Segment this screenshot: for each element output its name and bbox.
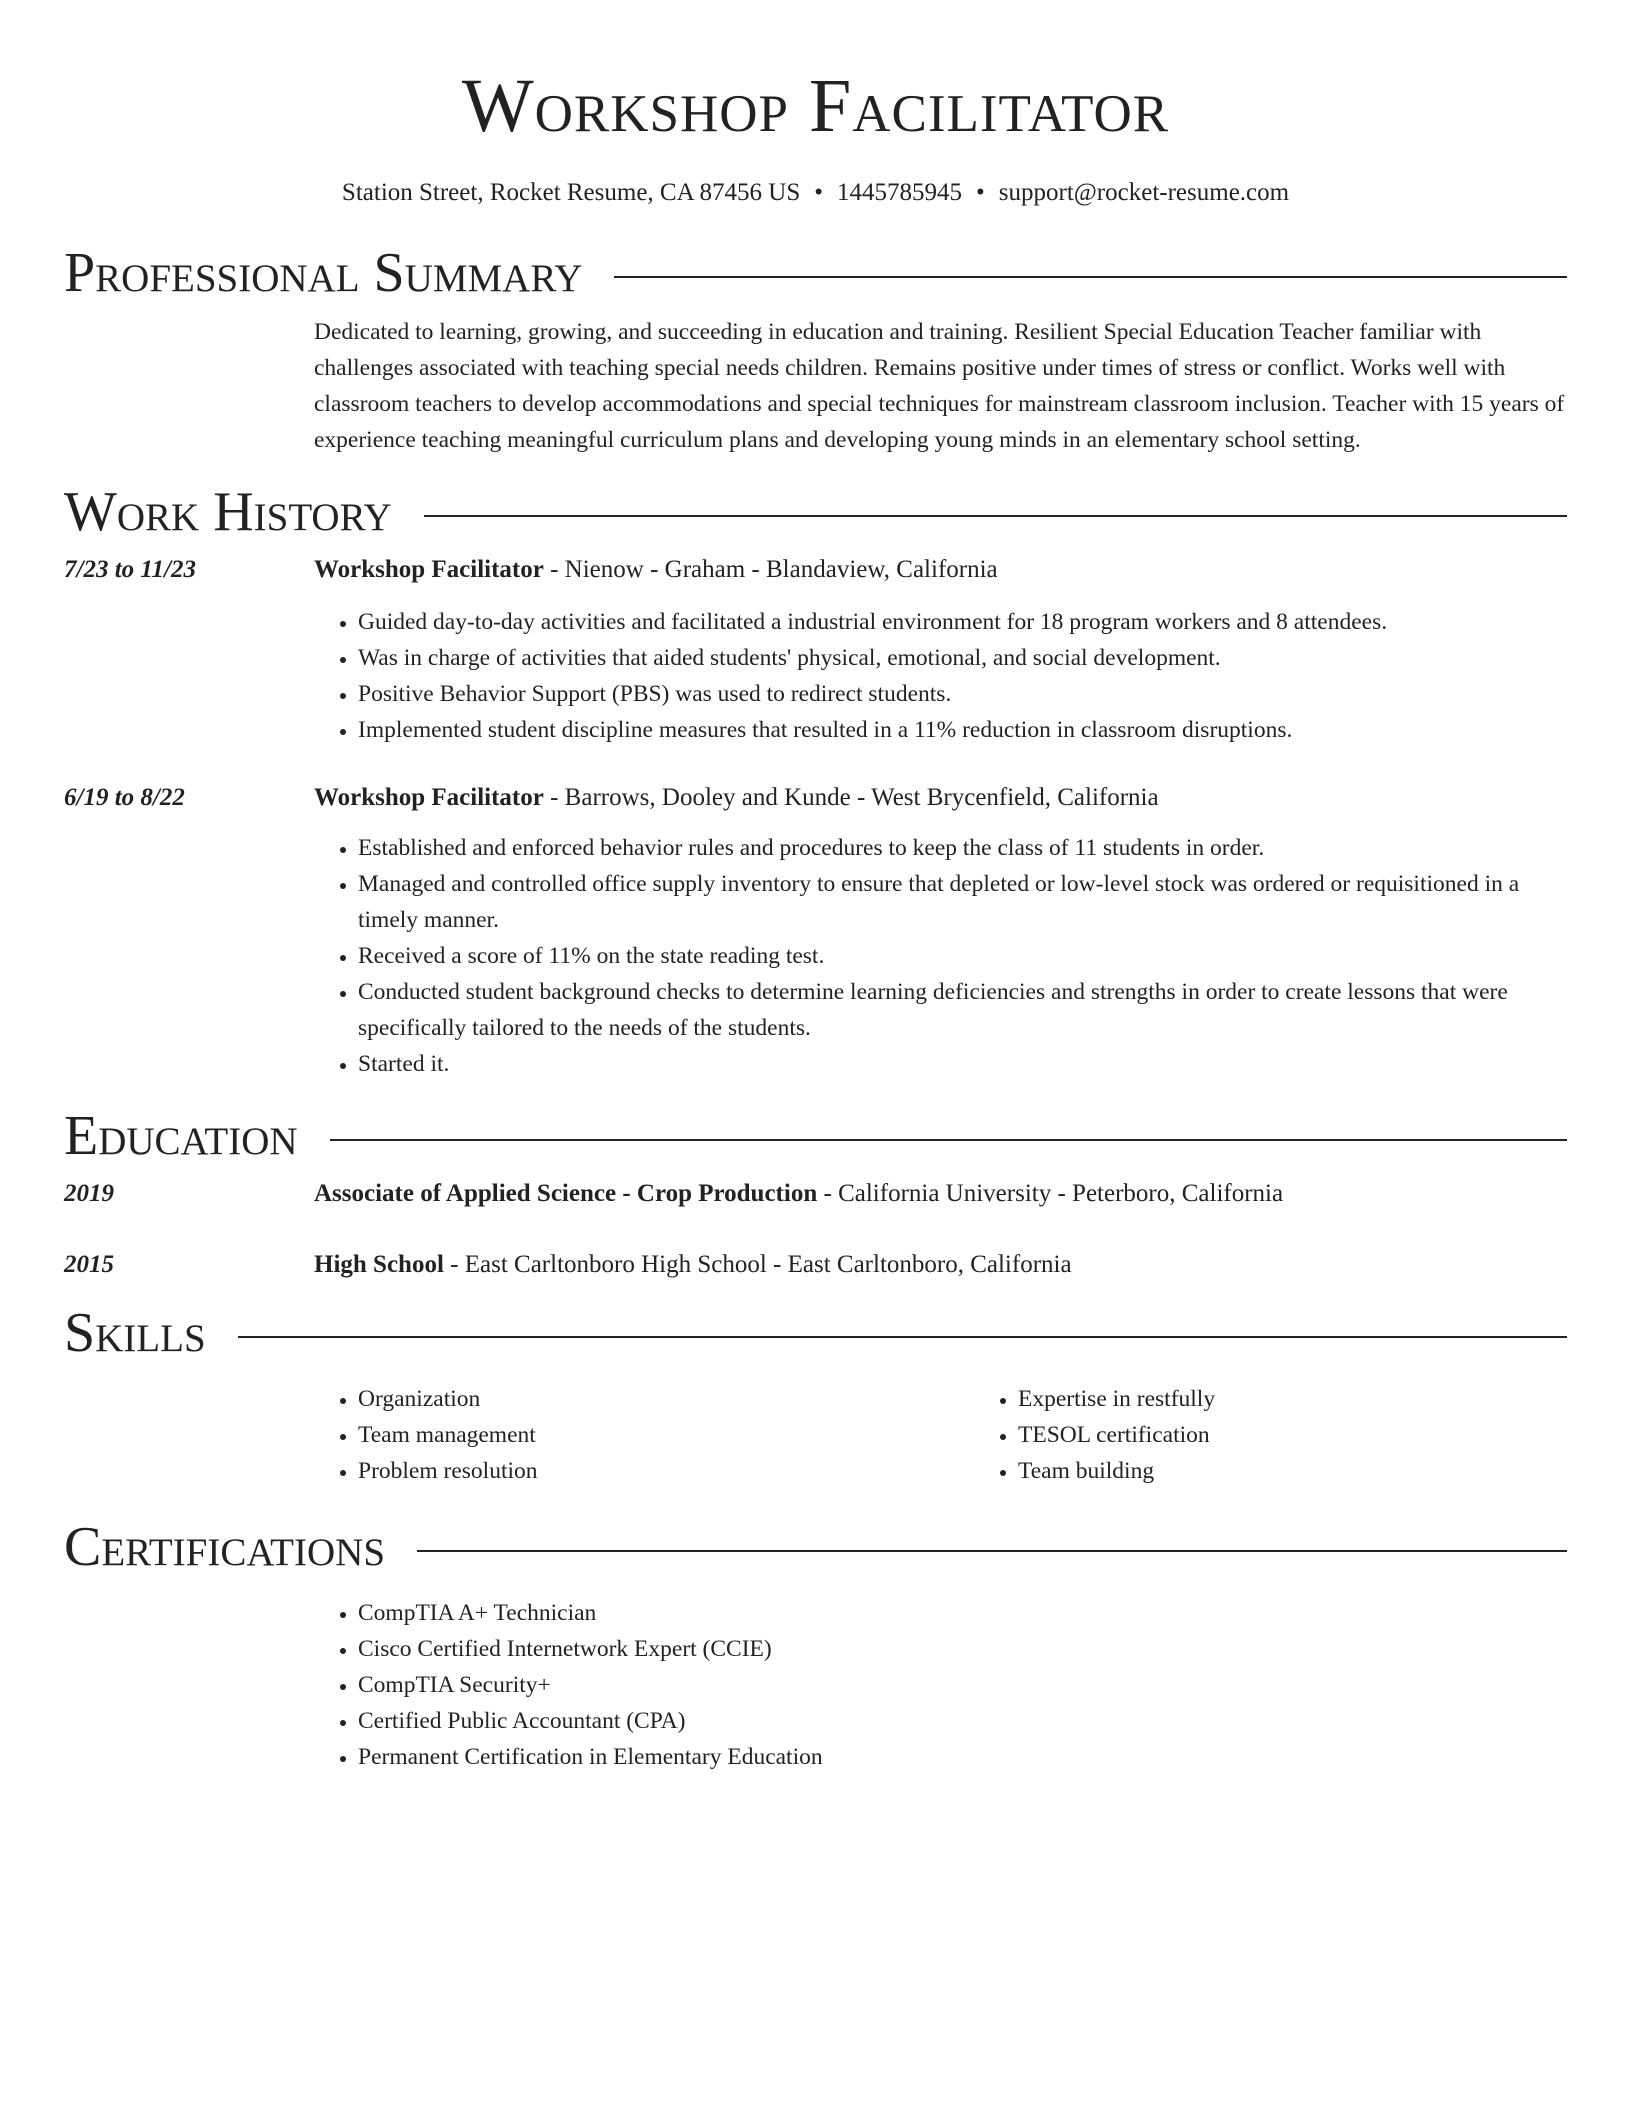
list-item: • Started it.	[358, 1046, 1567, 1082]
education-title-line	[314, 1177, 1567, 1211]
list-item: • CompTIA A+ Technician	[358, 1595, 1567, 1631]
job-dates: 7/23 to 11/23	[64, 556, 196, 583]
list-item: • Positive Behavior Support (PBS) was used to redirect students.	[358, 676, 1567, 712]
job-title-line	[314, 553, 1567, 587]
job-details: - Nienow - Graham - Blandaview, California	[543, 556, 998, 583]
education-details: - East Carltonboro High School - East Carltonboro, California	[443, 1251, 1072, 1278]
education-year: 2019	[64, 1180, 114, 1207]
list-item: • Established and enforced behavior rules and procedures to keep the class of 11 students in order.	[358, 830, 1567, 866]
section-title: Education	[64, 1105, 298, 1167]
skills-list-right	[974, 1381, 1632, 1489]
job-bullets	[314, 830, 1567, 1082]
skills-list-left	[314, 1381, 974, 1489]
list-item: • CompTIA Security+	[358, 1667, 1567, 1703]
skills-section	[64, 1302, 1567, 1489]
job-title: Workshop Facilitator	[314, 556, 544, 583]
section-header	[64, 242, 1567, 304]
section-divider	[417, 1550, 1567, 1552]
address: Station Street, Rocket Resume, CA 87456 US	[341, 179, 801, 206]
section-title: Professional Summary	[64, 242, 583, 304]
summary-text: Dedicated to learning, growing, and succeeding in education and training. Resilient Special Education Teacher familiar with challenges associated with teaching special needs children. Remains positive under times of stress or conflict. Works well with classroom teachers to develop accommodations and special techniques for mainstream classroom inclusion. Teacher with 15 years of experience teaching meaningful curriculum plans and developing young minds in an elementary school setting.	[314, 319, 1565, 453]
list-item: • Received a score of 11% on the state reading test.	[358, 938, 1567, 974]
list-item: • Problem resolution	[358, 1453, 974, 1489]
phone: 1445785945	[837, 179, 963, 206]
section-header	[64, 1516, 1567, 1578]
job-entry	[64, 553, 1567, 748]
resume-page	[64, 0, 1567, 1775]
job-dates: 6/19 to 8/22	[64, 784, 185, 811]
section-divider	[238, 1336, 1567, 1338]
certifications-list	[314, 1595, 1567, 1775]
skills-row	[64, 1381, 1567, 1489]
email: support@rocket-resume.com	[998, 179, 1290, 206]
certifications-row	[64, 1595, 1567, 1775]
list-item: • Permanent Certification in Elementary Education	[358, 1739, 1567, 1775]
section-header	[64, 481, 1567, 543]
candidate-name: Workshop Facilitator	[461, 64, 1170, 148]
certifications-spacer	[64, 1595, 314, 1775]
list-item: • Managed and controlled office supply inventory to ensure that depleted or low-level stock was ordered or requisitioned in a timely manner.	[358, 866, 1567, 938]
work-section	[64, 481, 1567, 1082]
list-item: • Expertise in restfully	[1018, 1381, 1632, 1417]
list-item: • Guided day-to-day activities and facilitated a industrial environment for 18 program workers and 8 attendees.	[358, 604, 1567, 640]
summary-row	[64, 314, 1567, 458]
section-header	[64, 1302, 1567, 1364]
section-title: Work History	[64, 481, 392, 543]
section-title: Skills	[64, 1302, 206, 1364]
education-entry	[64, 1177, 1567, 1211]
summary-section	[64, 242, 1567, 458]
education-title-line	[314, 1248, 1567, 1282]
list-item: • Certified Public Accountant (CPA)	[358, 1703, 1567, 1739]
job-title-line	[314, 781, 1567, 815]
education-section	[64, 1105, 1567, 1282]
list-item: • Team building	[1018, 1453, 1632, 1489]
education-year: 2015	[64, 1251, 114, 1278]
list-item: • Team management	[358, 1417, 974, 1453]
education-degree: High School	[314, 1251, 444, 1278]
section-title: Certifications	[64, 1516, 386, 1578]
job-bullets	[314, 604, 1567, 748]
certifications-section	[64, 1516, 1567, 1775]
education-degree: Associate of Applied Science - Crop Production	[314, 1180, 818, 1207]
job-entry	[64, 781, 1567, 1082]
separator-dot: •	[814, 179, 824, 206]
list-item: • Implemented student discipline measures that resulted in a 11% reduction in classroom disruptions.	[358, 712, 1567, 748]
job-details: - Barrows, Dooley and Kunde - West Brycenfield, California	[543, 784, 1159, 811]
list-item: • Organization	[358, 1381, 974, 1417]
section-header	[64, 1105, 1567, 1167]
education-entry	[64, 1248, 1567, 1282]
skills-columns	[314, 1381, 1632, 1489]
contact-line	[64, 178, 1567, 208]
section-divider	[330, 1139, 1567, 1141]
list-item: • TESOL certification	[1018, 1417, 1632, 1453]
section-divider	[424, 515, 1567, 517]
list-item: • Cisco Certified Internetwork Expert (CCIE)	[358, 1631, 1567, 1667]
list-item: • Conducted student background checks to determine learning deficiencies and strengths in order to create lessons that were specifically tailored to the needs of the students.	[358, 974, 1567, 1046]
job-title: Workshop Facilitator	[314, 784, 544, 811]
skills-spacer	[64, 1381, 314, 1489]
summary-spacer	[64, 314, 314, 458]
education-details: - California University - Peterboro, California	[817, 1180, 1284, 1207]
separator-dot: •	[976, 179, 985, 206]
section-divider	[614, 276, 1567, 278]
list-item: • Was in charge of activities that aided students' physical, emotional, and social development.	[358, 640, 1567, 676]
